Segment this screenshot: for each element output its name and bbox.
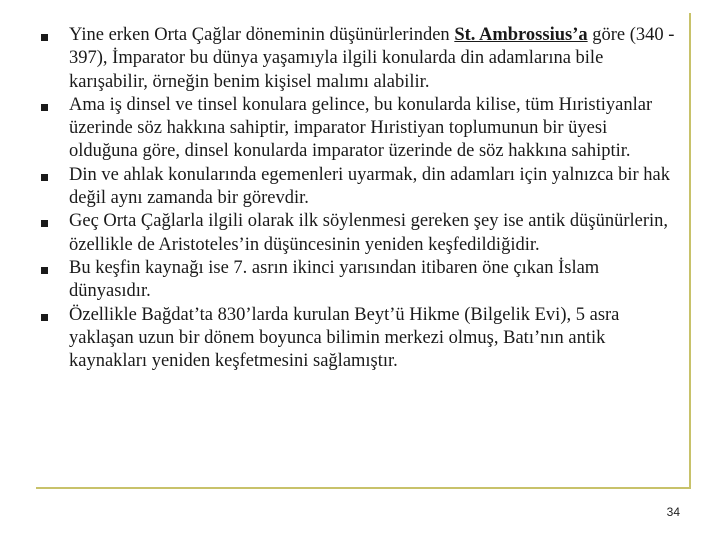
bullet-item (40, 210, 676, 257)
bullet-item (40, 257, 676, 304)
bullet-text-lead: Yine erken Orta Çağlar döneminin düşünürlerinden (69, 25, 455, 45)
bullet-text-tail: göre (340 - 397), İmparator bu dünya yaşamıyla ilgili konularda din adamlarına bile karışabilir, örneğin benim kişisel malımı alabilir. (69, 25, 675, 92)
square-bullet-icon (41, 174, 48, 181)
bullet-text: Din ve ahlak konularında egemenleri uyarmak, din adamları için yalnızca bir hak değil aynı zamanda bir görevdir. (69, 164, 671, 209)
square-bullet-icon (41, 220, 48, 227)
bullet-item (40, 304, 676, 374)
bullet-text: Ama iş dinsel ve tinsel konulara gelince, bu konularda kilise, tüm Hıristiyanlar üzerinde söz hakkına sahiptir, imparator Hıristiyan toplumunun bir üyesi olduğuna göre, dinsel konularda imparator üzerinde de söz hakkına sahiptir. (69, 94, 653, 162)
bullet-item (40, 164, 676, 211)
bullet-list (40, 24, 676, 373)
bullet-text (69, 25, 674, 92)
square-bullet-icon (41, 104, 48, 111)
slide-border-right (689, 13, 691, 488)
square-bullet-icon (41, 314, 48, 321)
square-bullet-icon (41, 34, 48, 41)
slide-border-bottom (36, 487, 691, 489)
highlighted-name: St. Ambrossius’a (454, 25, 588, 45)
page-number: 34 (666, 505, 680, 519)
bullet-text: Bu keşfin kaynağı ise 7. asrın ikinci yarısından itibaren öne çıkan İslam dünyasıdır. (69, 257, 600, 302)
square-bullet-icon (41, 267, 48, 274)
bullet-text: Özellikle Bağdat’ta 830’larda kurulan Beyt’ü Hikme (Bilgelik Evi), 5 asra yaklaşan uzun bir dönem boyunca bilimin merkezi olmuş, Batı’nın antik kaynakları yeniden keşfetmesini sağlamıştır. (69, 304, 620, 372)
bullet-item (40, 94, 676, 164)
bullet-item (40, 24, 676, 94)
bullet-text: Geç Orta Çağlarla ilgili olarak ilk söylenmesi gereken şey ise antik düşünürlerin, özellikle de Aristoteles’in düşüncesinin yeniden keşfedildiğidir. (69, 211, 669, 255)
